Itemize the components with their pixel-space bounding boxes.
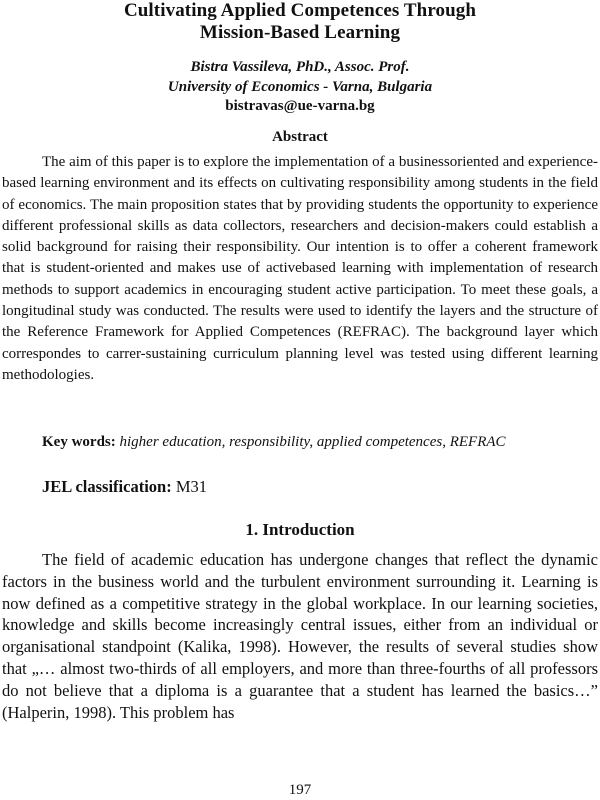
- introduction-heading: 1. Introduction: [245, 520, 355, 539]
- abstract-text: The aim of this paper is to explore the implementation of a businessoriented and experience-based learning environment and its effects on cultivating responsibility among students in the field of economics. The main proposition states that by providing students the opportunity to experience different professional skills as data collectors, researchers and decision-makers could establish a solid background for raising their responsibility. Our intention is to offer a coherent framework that is student-oriented and makes use of activebased learning with implementation of research methods to support academics in encouraging student active participation. To meet these goals, a longitudinal study was conducted. The results were used to identify the layers and the structure of the Reference Framework for Applied Competences (REFRAC). The background layer which correspondes to carrer-sustaining curriculum planning level was tested using different learning methodologies.: [2, 154, 598, 383]
- author-email: bistravas@ue-varna.bg: [225, 98, 375, 114]
- jel-value: M31: [175, 477, 208, 496]
- keywords-label: Key words:: [42, 434, 116, 450]
- jel-classification: [42, 477, 207, 497]
- keywords-line: [2, 432, 598, 453]
- author-name: Bistra Vassileva, PhD., Assoc. Prof.: [190, 59, 410, 75]
- introduction-text: The field of academic education has undergone changes that reflect the dynamic factors in the business world and the turbulent environment surrounding it. Learning is now defined as a competitive strategy in the global workplace. In our learning societies, knowledge and skills become increasingly central issues, either from an individual or organisational standpoint (Kalika, 1998). However, the results of several studies show that „… almost two-thirds of all employers, and more than three-fourths of all professors do not believe that a diploma is a guarantee that a student has learned the basics…” (Halperin, 1998). This problem has: [2, 550, 598, 722]
- jel-label: JEL classification:: [42, 477, 172, 496]
- keywords-values: higher education, responsibility, applied competences, REFRAC: [119, 434, 506, 450]
- paper-title-line-1: Cultivating Applied Competences Through: [123, 0, 477, 21]
- author-affiliation: University of Economics - Varna, Bulgaria: [167, 79, 433, 95]
- paper-title-line-2: Mission-Based Learning: [199, 22, 401, 43]
- page-number: 197: [288, 782, 312, 798]
- abstract-heading: Abstract: [272, 129, 328, 145]
